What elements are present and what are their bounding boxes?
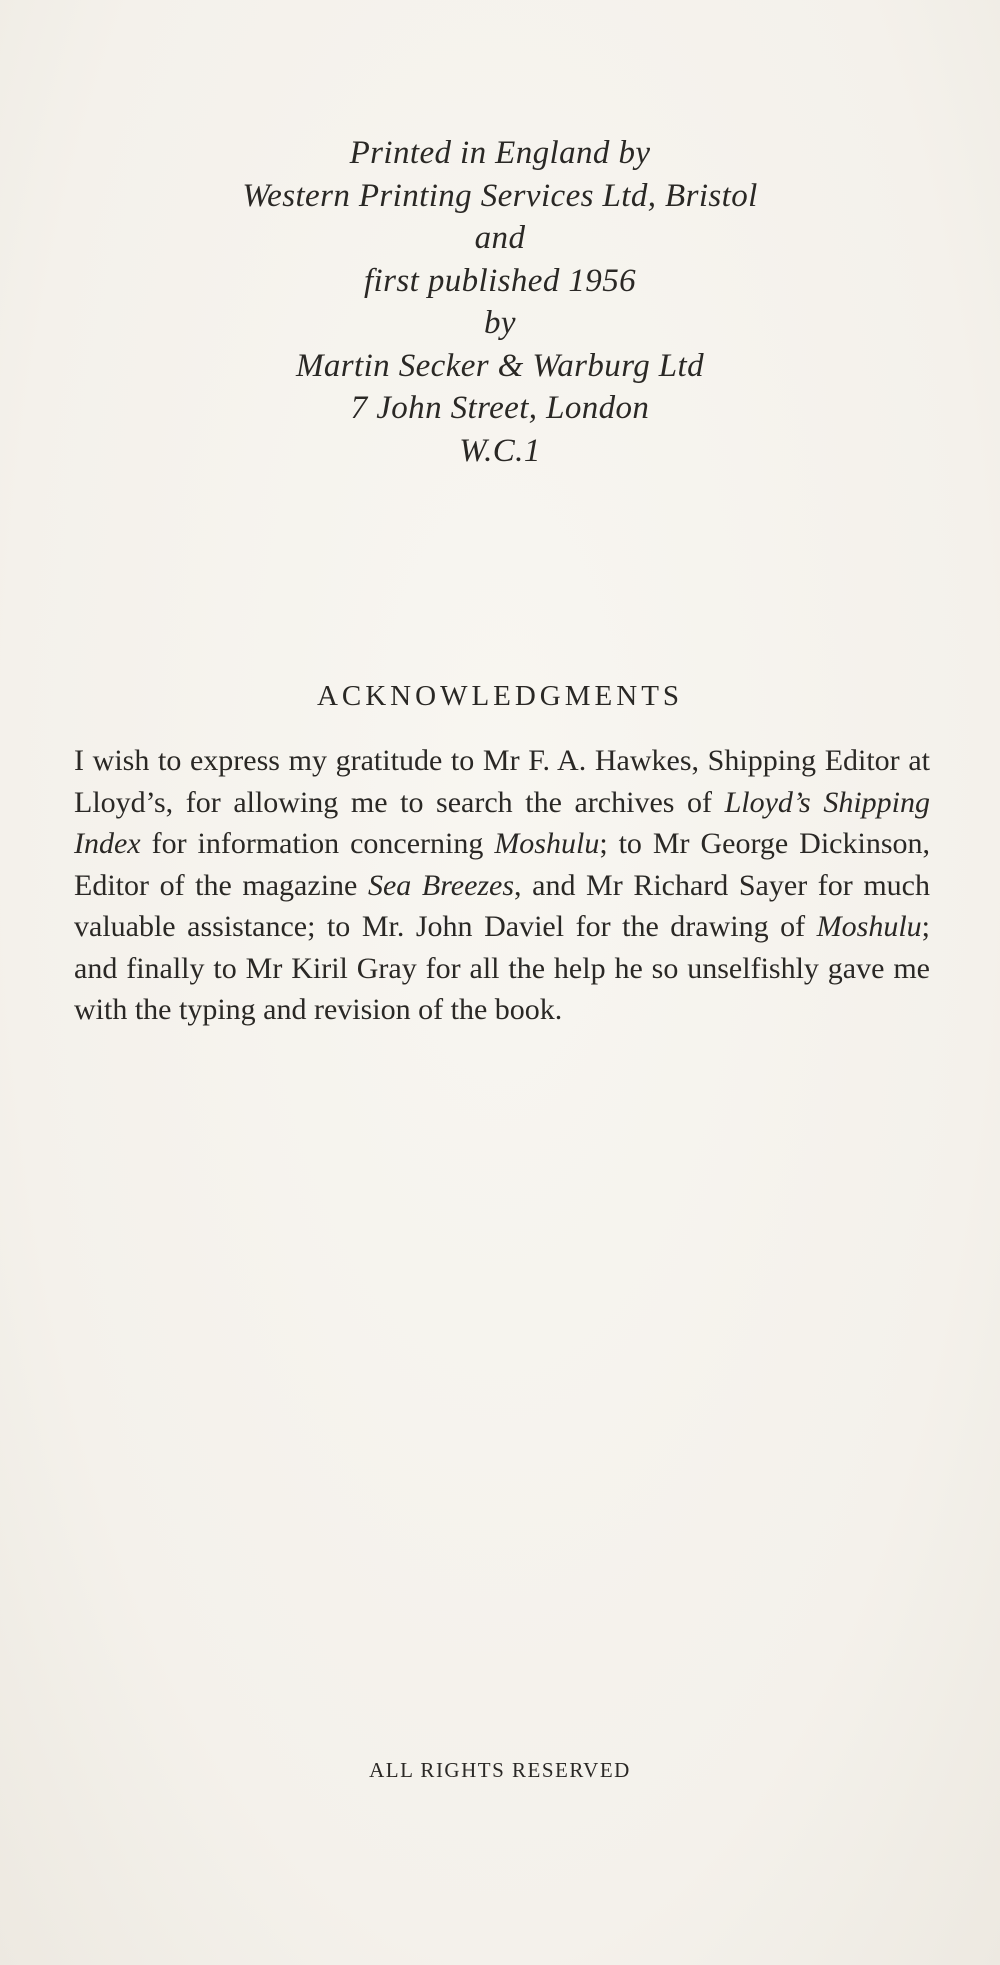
ack-ship-name: Moshulu (816, 910, 922, 943)
printer-imprint (0, 132, 1000, 472)
ack-text: ; and finally to Mr Kiril Gray for all the help he so unselfishly gave me with the typing and revision of the book. (74, 910, 930, 1026)
imprint-line: W.C.1 (459, 432, 541, 469)
acknowledgments-paragraph (74, 740, 930, 1031)
ack-text: I wish to express my gratitude to Mr F. A. Hawkes, Shipping Editor at Lloyd’s, for allowing me to search the archives of (74, 744, 930, 819)
acknowledgments-heading: ACKNOWLEDGMENTS (316, 680, 684, 712)
ack-text: ; to Mr George Dickinson, Editor of the magazine (74, 827, 931, 902)
imprint-line: Martin Secker & Warburg Ltd (295, 347, 704, 384)
ack-ship-name: Moshulu (494, 827, 600, 860)
imprint-line: Printed in England by (349, 135, 651, 171)
imprint-line: first published 1956 (363, 262, 637, 299)
imprint-line: 7 John Street, London (350, 390, 650, 426)
ack-magazine-title: Sea Breezes (367, 868, 515, 902)
imprint-line: by (484, 305, 516, 341)
ack-text: , and Mr Richard Sayer for much valuable assistance; to Mr. John Daviel for the drawing of (74, 868, 931, 943)
imprint-line: Western Printing Services Ltd, Bristol (242, 177, 758, 214)
ack-text: for information concerning (140, 827, 495, 860)
rights-notice: ALL RIGHTS RESERVED (369, 1758, 631, 1782)
ack-title-lloyds-shipping-index: Lloyd’s Shipping Index (74, 785, 930, 860)
imprint-line: and (474, 220, 526, 256)
